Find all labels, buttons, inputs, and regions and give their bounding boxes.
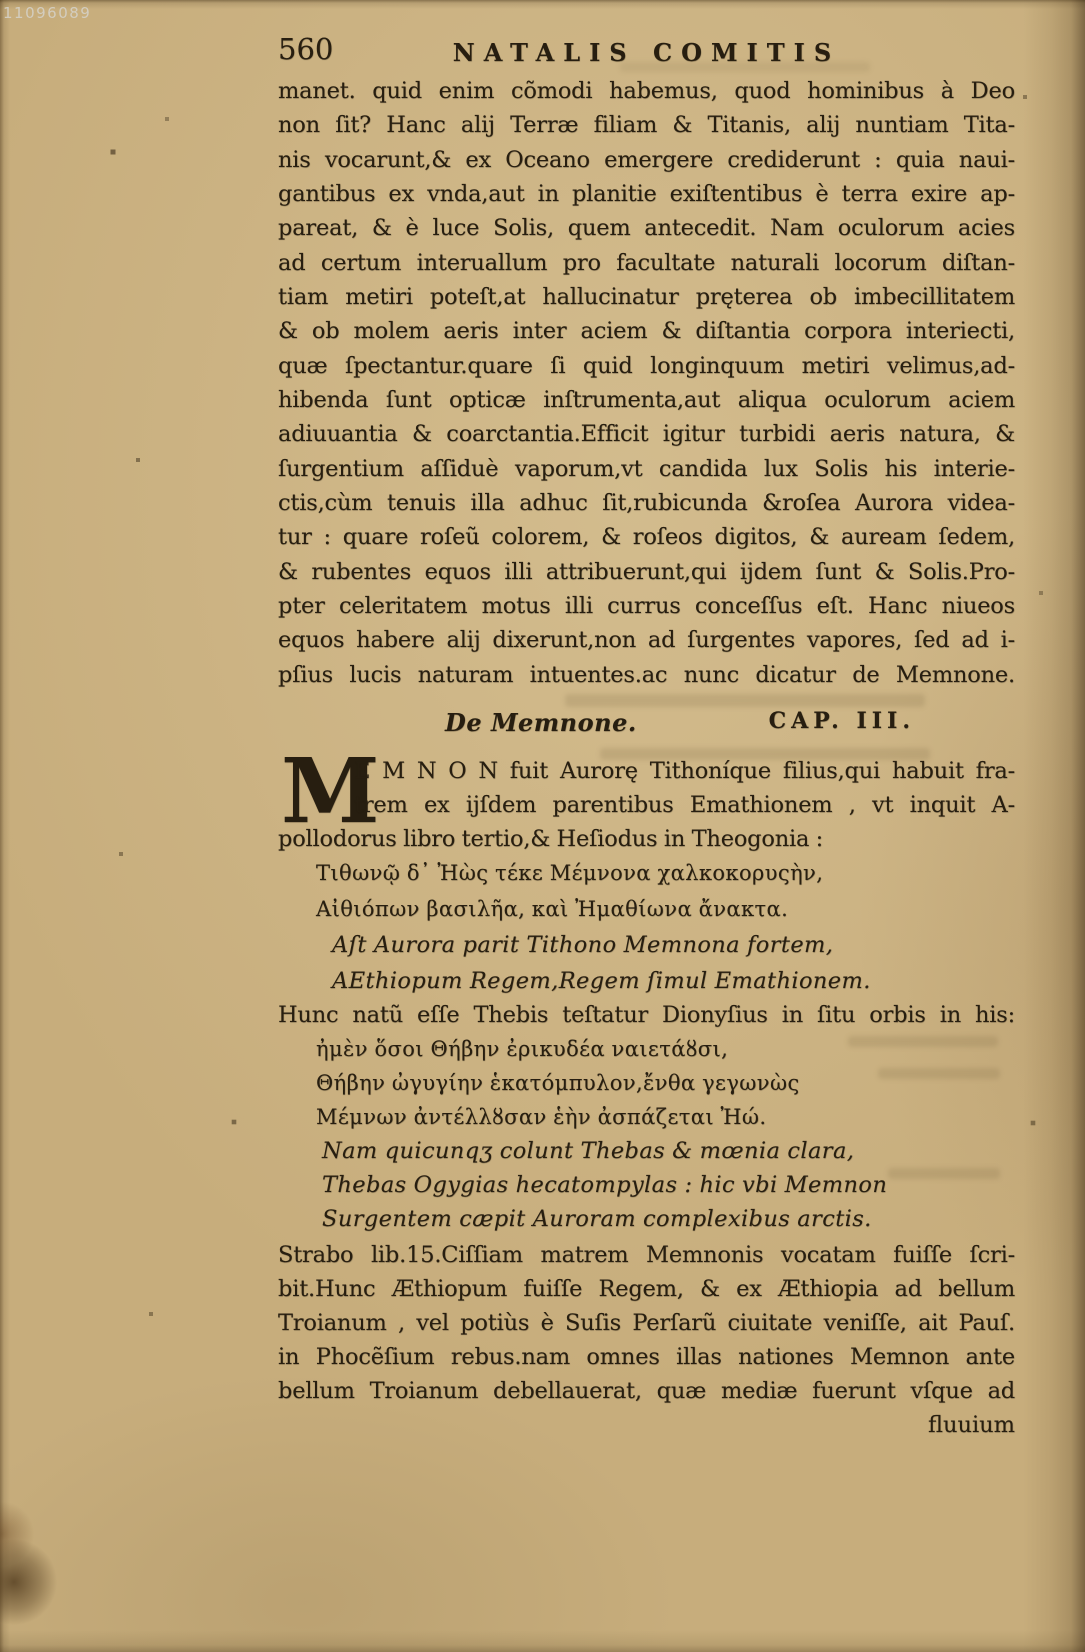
body-line: tiam metiri poteſt,at hallucinatur pręterea ob imbecillitatem — [278, 284, 1015, 310]
body-line: equos habere alij dixerunt,non ad ſurgentes vapores, ſed ad i- — [278, 627, 1015, 653]
catchword: fluuium — [927, 1412, 1015, 1438]
show-through-smudge — [878, 1068, 1000, 1079]
body-line: non ſit? Hanc alij Terræ filiam & Titanis, alij nuntiam Tita- — [278, 112, 1015, 138]
chapter-title: De Memnone. — [445, 708, 637, 737]
body-line: quæ ſpectantur.quare ſi quid longinquum metiri velimus,ad- — [278, 353, 1015, 379]
body-line: pter celeritatem motus illi currus conceſſus eſt. Hanc niueos — [278, 593, 1015, 619]
latin-verse-line: Thebas Ogygias hecatompylas : hic vbi Memnon — [322, 1172, 888, 1198]
body-line: manet. quid enim cõmodi habemus, quod hominibus à Deo — [278, 78, 1015, 104]
body-line: tur : quare roſeũ colorem, & roſeos digitos, & auream ſedem, — [278, 524, 1015, 550]
body-line: ad certum interuallum pro facultate naturali locorum diſtan- — [278, 250, 1015, 276]
chapter-number: CAP. III. — [768, 708, 915, 734]
body-line: E M N O N fuit Aurorę Tithoníque filius,qui habuit fra- — [354, 758, 1015, 784]
greek-verse-line: Αἰθιόπων βασιλῆα, καὶ Ἠμαθίωνα ἄνακτα. — [316, 897, 789, 921]
latin-verse-line: Aſt Aurora parit Tithono Memnona fortem, — [332, 932, 834, 958]
greek-verse-line: Τιθωνῷ δ᾽ Ἠὼς τέκε Μέμνονα χαλκοκορυςὴν, — [316, 861, 824, 885]
body-line: ſurgentium aſſiduè vaporum,vt candida lux Solis his interie- — [278, 456, 1015, 482]
body-line: pareat, & è luce Solis, quem antecedit. Nam oculorum acies — [278, 215, 1015, 241]
body-line: bit.Hunc Æthiopum fuiſſe Regem, & ex Æthiopia ad bellum — [278, 1276, 1015, 1302]
chapter-heading — [278, 708, 1015, 737]
greek-verse-line: Μέμνων ἀντέλλȣσαν ἑὴν ἀσπάζεται Ἠώ. — [316, 1105, 767, 1129]
body-line: ctis,cùm tenuis illa adhuc ſit,rubicunda &roſea Aurora videa- — [278, 490, 1015, 516]
show-through-smudge — [848, 1036, 998, 1047]
body-line: nis vocarunt,& ex Oceano emergere crediderunt : quia naui- — [278, 147, 1015, 173]
body-line: pollodorus libro tertio,& Heſiodus in Theogonia : — [278, 826, 824, 852]
body-line: trem ex ijſdem parentibus Emathionem , vt inquit A- — [354, 792, 1015, 818]
body-line: bellum Troianum debellauerat, quæ mediæ fuerunt vſque ad — [278, 1378, 1015, 1404]
latin-verse-line: Surgentem cæpit Auroram complexibus arctis. — [322, 1206, 872, 1232]
body-line: & ob molem aeris inter aciem & diſtantia corpora interiecti, — [278, 318, 1015, 344]
running-header-title: NATALIS COMITIS — [452, 38, 841, 67]
body-line: hibenda ſunt opticæ inſtrumenta,aut aliqua oculorum aciem — [278, 387, 1015, 413]
drop-cap-initial: M — [281, 738, 380, 843]
body-line: Strabo lib.15.Ciſſiam matrem Memnonis vocatam fuiſſe ſcri- — [278, 1242, 1015, 1268]
greek-verse-line: ἠμὲν ὅσοι Θήβην ἐρικυδέα ναιετάȣσι, — [316, 1037, 729, 1061]
greek-verse-line: Θήβην ὠγυγίην ἑκατόμπυλον,ἔνθα γεγωνὼς — [316, 1071, 800, 1095]
latin-verse-line: AEthiopum Regem,Regem ſimul Emathionem. — [332, 968, 871, 994]
show-through-smudge — [888, 1168, 1000, 1179]
body-line: pſius lucis naturam intuentes.ac nunc dicatur de Memnone. — [278, 662, 1015, 688]
ink-speck-cluster — [0, 0, 2, 2]
body-line: Troianum , vel potiùs è Suſis Perſarũ ciuitate veniſſe, ait Pauſ. — [278, 1310, 1015, 1336]
body-line: gantibus ex vnda,aut in planitie exiſtentibus è terra exire ap- — [278, 181, 1015, 207]
scan-watermark-number: 11096089 — [3, 4, 92, 22]
show-through-smudge — [600, 748, 930, 760]
latin-verse-line: Nam quicunqʒ colunt Thebas & mœnia clara, — [322, 1138, 855, 1164]
body-line: & rubentes equos illi attribuerunt,qui ijdem ſunt & Solis.Pro- — [278, 559, 1015, 585]
show-through-smudge — [565, 694, 925, 707]
page-number: 560 — [278, 32, 334, 66]
show-through-smudge — [620, 62, 870, 72]
body-line: in Phocẽſium rebus.nam omnes illas nationes Memnon ante — [278, 1344, 1015, 1370]
body-line: Hunc natũ eſſe Thebis teſtatur Dionyſius in ſitu orbis in his: — [278, 1002, 1015, 1028]
body-line: adiuuantia & coarctantia.Efficit igitur turbidi aeris natura, & — [278, 421, 1015, 447]
